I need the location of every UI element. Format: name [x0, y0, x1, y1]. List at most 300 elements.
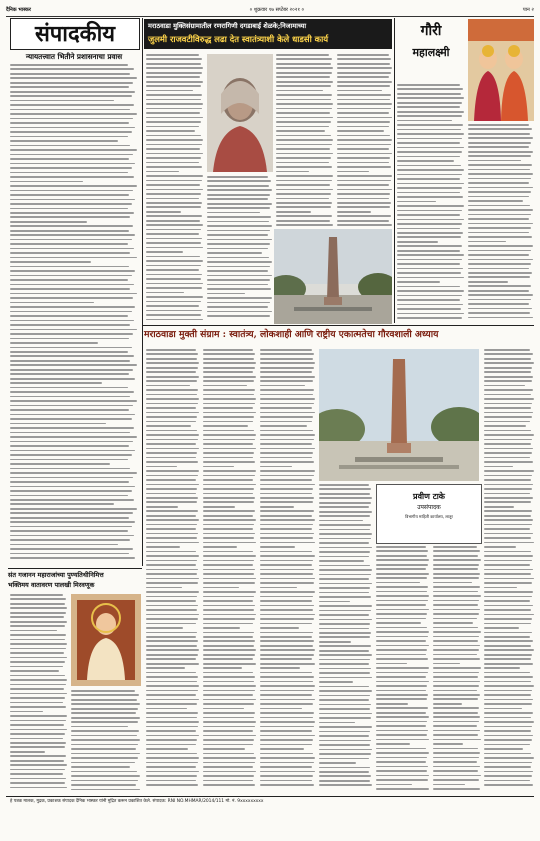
text-line [376, 788, 429, 790]
text-line [10, 391, 134, 393]
text-line [207, 198, 268, 200]
text-line [260, 730, 312, 732]
text-line [146, 744, 196, 746]
text-line [10, 288, 130, 290]
text-line [146, 371, 196, 373]
text-line [203, 739, 254, 741]
text-line [10, 679, 67, 681]
text-line [319, 681, 353, 683]
text-line [146, 600, 196, 602]
text-line [203, 614, 256, 616]
text-line [397, 120, 452, 122]
text-line [337, 220, 389, 222]
text-line [10, 508, 137, 510]
text-line [484, 452, 532, 454]
text-line [146, 162, 199, 164]
text-line [260, 645, 313, 647]
text-line [319, 515, 370, 517]
text-line [146, 189, 203, 191]
text-line [484, 407, 531, 409]
text-line [203, 721, 256, 723]
text-line [146, 614, 199, 616]
text-line [484, 457, 530, 459]
text-line [146, 389, 198, 391]
text-line [319, 623, 370, 625]
text-line [319, 704, 371, 706]
text-line [203, 708, 244, 710]
text-line [397, 223, 462, 225]
text-line [484, 537, 531, 539]
text-line [260, 690, 314, 692]
text-line [146, 180, 202, 182]
text-line [146, 694, 196, 696]
text-line [146, 184, 200, 186]
text-line [146, 712, 198, 714]
text-line [260, 614, 315, 616]
text-line [146, 398, 199, 400]
text-line [484, 744, 530, 746]
text-line [203, 349, 253, 351]
text-line [203, 484, 256, 486]
text-line [484, 766, 531, 768]
text-line [397, 93, 461, 95]
text-line [203, 775, 254, 777]
main-text-col7 [484, 349, 534, 794]
text-line [10, 607, 67, 609]
text-line [146, 94, 202, 96]
text-line [376, 690, 426, 692]
text-line [146, 67, 203, 69]
text-line [433, 748, 478, 750]
text-line [484, 362, 534, 364]
text-line [203, 430, 254, 432]
text-line [468, 200, 523, 202]
text-line [337, 193, 390, 195]
text-line [376, 676, 426, 678]
text-line [10, 468, 130, 470]
text-line [260, 493, 312, 495]
text-line [207, 248, 268, 250]
text-line [468, 182, 529, 184]
text-line [337, 121, 390, 123]
text-line [376, 707, 428, 709]
text-line [276, 180, 332, 182]
text-line [203, 596, 254, 598]
text-line [376, 721, 427, 723]
text-line [146, 434, 199, 436]
text-line [319, 556, 369, 558]
text-line [10, 266, 129, 268]
text-line [397, 102, 462, 104]
text-line [146, 233, 199, 235]
text-line [146, 301, 201, 303]
text-line [260, 416, 313, 418]
text-line [319, 672, 370, 674]
text-line [10, 221, 87, 223]
text-line [276, 85, 331, 87]
footer-imprint: हे पत्रक मालक, मुद्रक, प्रकाशक संपादक दैनिक भास्कर यांनी मुद्रित करून प्रकाशित केले. संपादक: RNI NO.MHMAR/2014/111 मो. नं. 9xxxxxxxxx [10, 799, 264, 804]
text-line [376, 672, 428, 674]
text-line [146, 81, 203, 83]
text-line [319, 771, 369, 773]
text-line [319, 542, 369, 544]
text-line [376, 600, 428, 602]
text-line [484, 479, 531, 481]
text-line [337, 157, 390, 159]
text-line [146, 493, 196, 495]
text-line [376, 582, 420, 584]
text-line [319, 632, 371, 634]
text-line [319, 636, 370, 638]
text-line [10, 503, 114, 505]
text-line [207, 180, 271, 182]
text-line [10, 427, 134, 429]
text-line [10, 634, 66, 636]
text-line [484, 349, 530, 351]
text-line [260, 515, 312, 517]
text-line [10, 782, 65, 784]
text-line [146, 623, 196, 625]
text-line [468, 124, 529, 126]
text-line [468, 155, 531, 157]
text-line [337, 139, 392, 141]
text-line [433, 631, 481, 633]
text-line [376, 779, 428, 781]
text-line [468, 160, 521, 162]
text-line [146, 202, 202, 204]
text-line [376, 703, 408, 705]
text-line [397, 304, 463, 306]
text-line [203, 434, 256, 436]
text-line [146, 443, 196, 445]
text-line [146, 153, 203, 155]
main-text-col4 [319, 484, 373, 794]
text-line [397, 111, 464, 113]
text-line [10, 603, 65, 605]
text-line [276, 130, 325, 132]
text-line [146, 310, 202, 312]
text-line [10, 625, 65, 627]
text-line [319, 578, 369, 580]
text-line [203, 448, 256, 450]
text-line [10, 751, 45, 753]
text-line [468, 259, 533, 261]
text-line [203, 667, 242, 669]
text-line [337, 76, 389, 78]
text-line [376, 743, 410, 745]
text-line [146, 452, 197, 454]
text-line [319, 686, 369, 688]
text-line [468, 290, 529, 292]
text-line [397, 88, 463, 90]
text-line [71, 721, 138, 723]
text-line [203, 609, 254, 611]
text-line [484, 623, 531, 625]
text-line [146, 649, 199, 651]
text-line [376, 685, 427, 687]
text-line [10, 311, 132, 313]
dagdabai-text-col1 [146, 54, 204, 324]
text-line [146, 699, 199, 701]
text-line [207, 230, 270, 232]
text-line [146, 108, 202, 110]
text-line [376, 725, 426, 727]
text-line [260, 569, 314, 571]
text-line [397, 210, 462, 212]
text-line [146, 640, 198, 642]
text-line [337, 135, 390, 137]
text-line [484, 551, 531, 553]
text-line [207, 315, 270, 317]
text-line [468, 236, 532, 238]
text-line [433, 663, 460, 665]
text-line [337, 90, 382, 92]
text-line [260, 667, 300, 669]
text-line [484, 739, 532, 741]
text-line [146, 376, 199, 378]
text-line [260, 636, 312, 638]
text-line [146, 645, 197, 647]
text-line [10, 661, 65, 663]
text-line [146, 247, 203, 249]
text-line [10, 657, 67, 659]
text-line [203, 425, 248, 427]
text-line [146, 265, 201, 267]
text-line [397, 160, 454, 162]
footer-divider [6, 796, 534, 797]
text-line [146, 506, 178, 508]
text-line [146, 730, 196, 732]
text-line [319, 587, 370, 589]
text-line [319, 560, 364, 562]
text-line [207, 185, 269, 187]
text-line [146, 457, 196, 459]
text-line [433, 577, 479, 579]
text-line [10, 535, 134, 537]
text-line [146, 380, 197, 382]
text-line [10, 612, 66, 614]
gauri-text-col1 [397, 84, 465, 324]
text-line [71, 748, 136, 750]
text-line [10, 539, 130, 541]
text-line [376, 604, 426, 606]
text-line [260, 699, 315, 701]
text-line [376, 618, 426, 620]
dagdabai-headline: मराठवाडा मुक्तिसंग्रामातील रणरागिणी दगडाबाई शेळके;निजामाच्या जुलमी राजवटीविरुद्ध लढा देत स्वातंत्र्याशी केले धाडसी कार्य [144, 19, 392, 49]
text-line [397, 156, 460, 158]
text-line [260, 757, 315, 759]
text-line [260, 551, 312, 553]
text-line [484, 676, 533, 678]
text-line [276, 135, 331, 137]
text-line [207, 311, 272, 313]
text-line [376, 631, 429, 633]
text-line [433, 591, 478, 593]
text-line [433, 546, 477, 548]
text-line [146, 251, 183, 253]
text-line [203, 470, 256, 472]
text-line [376, 770, 427, 772]
text-line [146, 224, 203, 226]
text-line [433, 618, 477, 620]
text-line [433, 761, 477, 763]
text-line [146, 775, 197, 777]
text-line [203, 394, 254, 396]
text-line [10, 154, 133, 156]
text-line [319, 502, 371, 504]
text-line [484, 654, 532, 656]
text-line [319, 511, 372, 513]
text-line [203, 497, 255, 499]
text-line [10, 329, 137, 331]
text-line [376, 613, 427, 615]
text-line [203, 699, 256, 701]
text-line [10, 172, 128, 174]
text-line [71, 735, 137, 737]
text-line [468, 209, 533, 211]
text-line [203, 694, 253, 696]
text-line [10, 140, 118, 142]
text-line [397, 187, 462, 189]
text-line [397, 277, 464, 279]
text-line [203, 385, 247, 387]
text-line [10, 212, 134, 214]
text-line [433, 636, 479, 638]
text-line [433, 739, 481, 741]
text-line [337, 189, 392, 191]
text-line [146, 537, 197, 539]
text-line [260, 488, 313, 490]
column-divider [142, 18, 143, 566]
text-line [319, 780, 370, 782]
text-line [397, 147, 464, 149]
text-line [146, 238, 202, 240]
section-divider [8, 568, 142, 569]
text-line [146, 274, 202, 276]
text-line [260, 735, 315, 737]
text-line [468, 272, 532, 274]
text-line [484, 385, 525, 387]
text-line [10, 320, 134, 322]
text-line [203, 685, 256, 687]
text-line [319, 506, 369, 508]
text-line [203, 717, 254, 719]
text-line [203, 618, 255, 620]
text-line [207, 297, 272, 299]
text-line [260, 766, 312, 768]
author-name: प्रवीण टाके [413, 491, 445, 501]
text-line [276, 224, 333, 226]
text-line [146, 72, 202, 74]
text-line [337, 72, 391, 74]
text-line [10, 702, 63, 704]
text-line [207, 225, 272, 227]
text-line [260, 367, 314, 369]
text-line [10, 517, 129, 519]
text-line [337, 54, 389, 56]
text-line [10, 711, 43, 713]
text-line [397, 84, 460, 86]
text-line [71, 789, 140, 791]
text-line [260, 748, 304, 750]
text-line [10, 252, 130, 254]
text-line [146, 510, 198, 512]
text-line [276, 148, 330, 150]
text-line [10, 122, 129, 124]
text-line [207, 288, 271, 290]
text-line [337, 144, 391, 146]
text-line [484, 735, 533, 737]
text-line [260, 457, 312, 459]
text-line [146, 488, 197, 490]
text-line [203, 690, 255, 692]
text-line [433, 600, 479, 602]
text-line [484, 730, 531, 732]
text-line [71, 703, 140, 705]
text-line [146, 618, 198, 620]
text-line [337, 67, 392, 69]
text-line [276, 157, 331, 159]
text-line [10, 109, 130, 111]
text-line [376, 681, 429, 683]
text-line [337, 58, 391, 60]
text-line [397, 174, 462, 176]
text-line [484, 524, 532, 526]
text-line [146, 533, 198, 535]
text-line [337, 117, 392, 119]
text-line [10, 598, 66, 600]
text-line [260, 663, 315, 665]
page-header [6, 4, 534, 17]
text-line [484, 416, 532, 418]
text-line [203, 380, 254, 382]
text-line [319, 547, 372, 549]
text-line [10, 351, 128, 353]
text-line [319, 565, 370, 567]
text-line [71, 739, 140, 741]
text-line [484, 421, 530, 423]
text-line [146, 479, 196, 481]
text-line [276, 175, 333, 177]
text-line [10, 369, 133, 371]
text-line [146, 676, 198, 678]
text-line [484, 672, 530, 674]
text-line [484, 708, 522, 710]
text-line [146, 636, 196, 638]
text-line [71, 766, 130, 768]
text-line [337, 85, 390, 87]
text-line [468, 218, 529, 220]
text-line [203, 762, 255, 764]
text-line [203, 475, 255, 477]
text-line [484, 685, 534, 687]
text-line [276, 112, 330, 114]
text-line [484, 484, 533, 486]
text-line [319, 529, 370, 531]
text-line [484, 771, 533, 773]
text-line [433, 667, 481, 669]
text-line [10, 616, 64, 618]
text-line [319, 592, 369, 594]
text-line [376, 555, 427, 557]
text-line [10, 684, 66, 686]
text-line [276, 184, 330, 186]
text-line [10, 693, 67, 695]
text-line [260, 470, 315, 472]
text-line [203, 560, 254, 562]
text-line [146, 421, 196, 423]
text-line [337, 184, 389, 186]
